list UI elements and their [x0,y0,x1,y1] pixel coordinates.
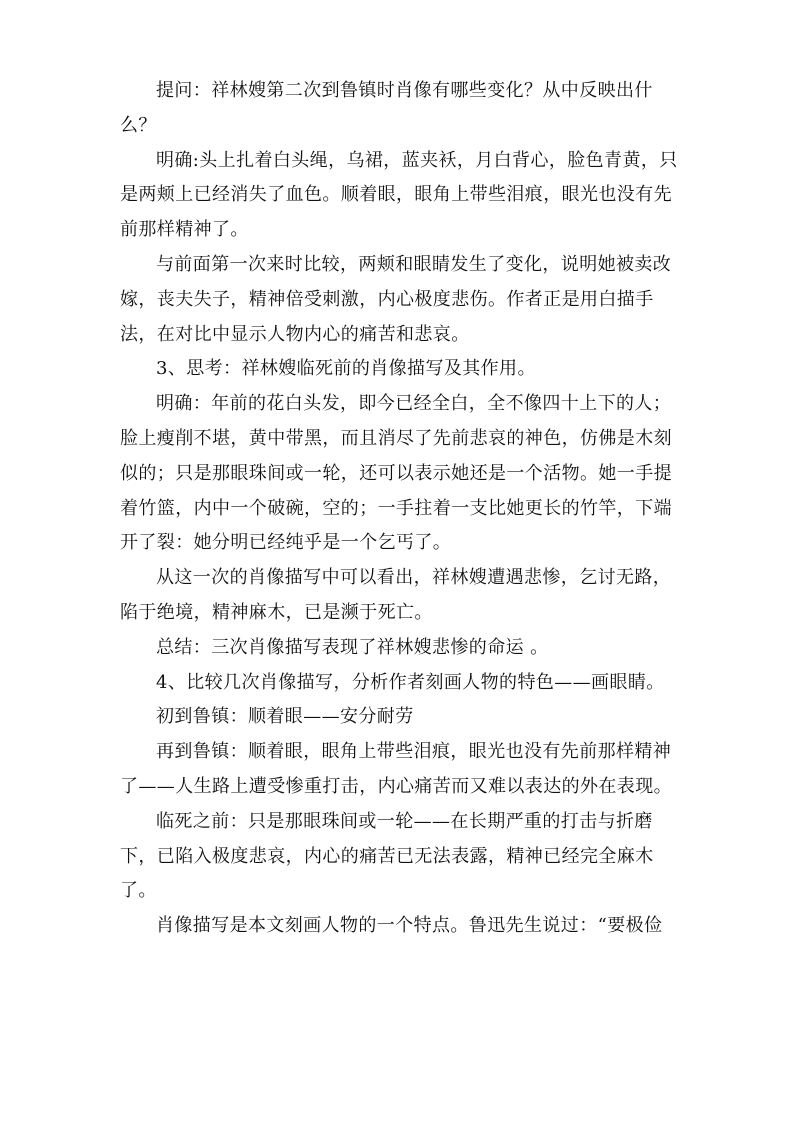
paragraph-first-arrival: 初到鲁镇：顺着眼——安分耐劳 [156,706,414,728]
paragraph-second-arrival: 再到鲁镇：顺着眼，眼角上带些泪痕，眼光也没有先前那样精神了——人生路上遭受惨重打击，内心痛苦而又难以表达的外在表现。 [120,741,672,797]
paragraph-answer-before-death: 明确：年前的花白头发，即今已经全白，全不像四十上下的人；脸上瘦削不堪，黄中带黑，而且消尽了先前悲哀的神色，仿佛是木刻似的；只是那眼珠间或一轮，还可以表示她还是一个活物。她一手提着竹篮，内中一个破碗，空的；一手拄着一支比她更长的竹竿，下端开了裂：她分明已经纯乎是一个乞丐了。 [120,393,672,554]
paragraph-answer-second-visit: 明确:头上扎着白头绳，乌裙，蓝夹袄，月白背心，脸色青黄，只是两颊上已经消失了血色。顺着眼，眼角上带些泪痕，眼光也没有先前那样精神了。 [120,149,678,241]
paragraph-item-4: 4、比较几次肖像描写，分析作者刻画人物的特色——画眼睛。 [156,671,665,693]
paragraph-summary: 总结：三次肖像描写表现了祥林嫂悲惨的命运 。 [156,636,549,658]
paragraph-analysis: 从这一次的肖像描写中可以看出，祥林嫂遭遇悲惨，乞讨无路，陷于绝境，精神麻木，已是濒于死亡。 [120,567,672,623]
paragraph-portrait-note: 肖像描写是本文刻画人物的一个特点。鲁迅先生说过：“要极俭 [156,915,663,937]
document-body [120,74,680,944]
paragraph-item-3: 3、思考：祥林嫂临死前的肖像描写及其作用。 [156,358,536,380]
paragraph-comparison: 与前面第一次来时比较，两颊和眼睛发生了变化，说明她被卖改嫁，丧夫失子，精神倍受刺激，内心极度悲伤。作者正是用白描手法，在对比中显示人物内心的痛苦和悲哀。 [120,253,672,345]
paragraph-before-death: 临死之前：只是那眼珠间或一轮——在长期严重的打击与折磨下，已陷入极度悲哀，内心的痛苦已无法表露，精神已经完全麻木了。 [120,810,654,902]
paragraph-question: 提问：祥林嫂第二次到鲁镇时肖像有哪些变化？从中反映出什么？ [120,80,653,136]
